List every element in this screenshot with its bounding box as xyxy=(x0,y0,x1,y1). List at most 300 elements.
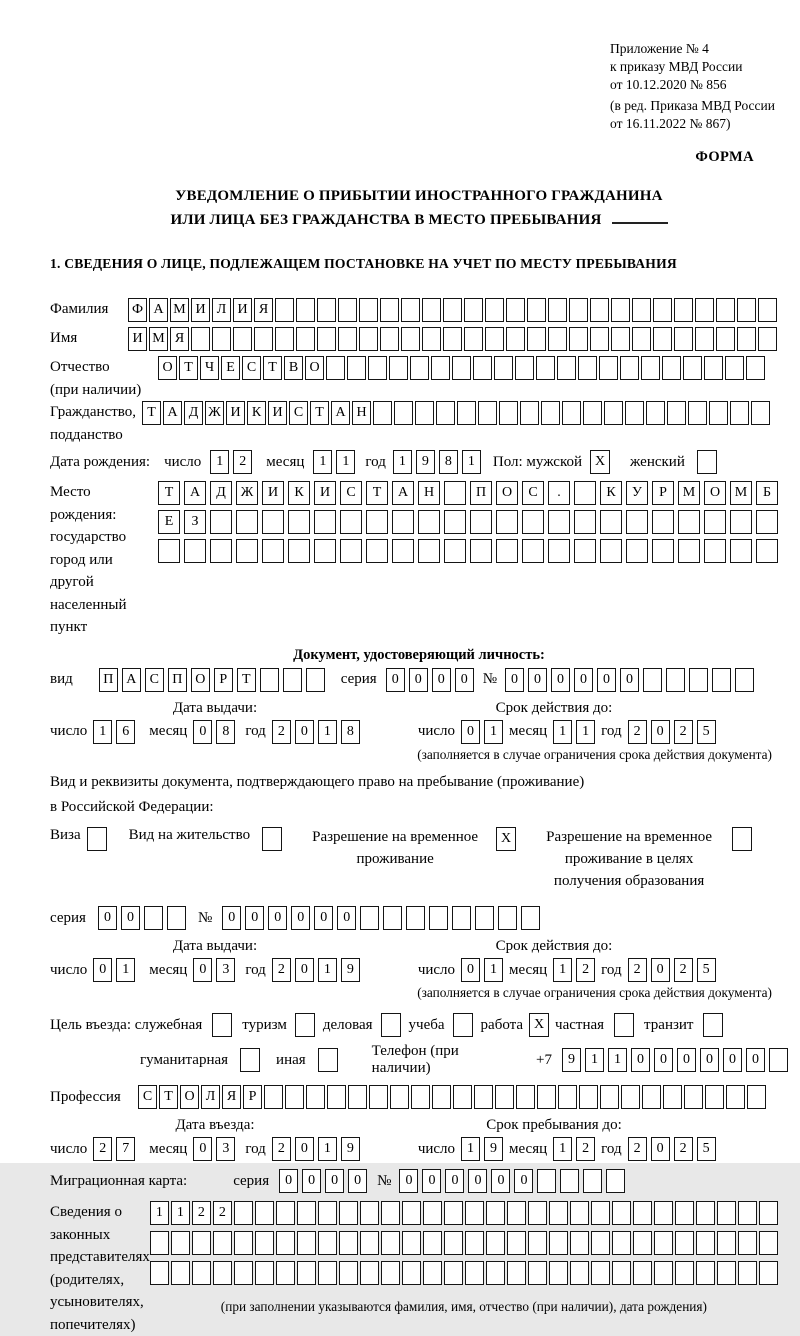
char-box[interactable] xyxy=(443,327,462,351)
char-box[interactable] xyxy=(662,356,681,380)
char-box[interactable]: Т xyxy=(142,401,161,425)
char-box[interactable] xyxy=(485,298,504,322)
char-box[interactable]: 0 xyxy=(295,1137,314,1161)
char-box[interactable] xyxy=(528,1201,547,1225)
char-box[interactable] xyxy=(368,356,387,380)
birthplace-boxes-row2[interactable] xyxy=(158,510,778,534)
char-box[interactable]: Ж xyxy=(205,401,224,425)
entry-month-boxes[interactable] xyxy=(193,1137,235,1161)
char-box[interactable]: 0 xyxy=(491,1169,510,1193)
char-box[interactable]: 9 xyxy=(416,450,435,474)
char-box[interactable] xyxy=(339,1231,358,1255)
char-box[interactable] xyxy=(348,1085,367,1109)
char-box[interactable] xyxy=(283,668,302,692)
char-box[interactable] xyxy=(327,1085,346,1109)
char-box[interactable] xyxy=(583,401,602,425)
char-box[interactable] xyxy=(654,1231,673,1255)
char-box[interactable] xyxy=(653,327,672,351)
iddoc-series-boxes[interactable] xyxy=(386,668,474,692)
char-box[interactable]: С xyxy=(289,401,308,425)
char-box[interactable] xyxy=(171,1261,190,1285)
char-box[interactable] xyxy=(590,327,609,351)
char-box[interactable] xyxy=(569,327,588,351)
char-box[interactable]: 8 xyxy=(216,720,235,744)
char-box[interactable] xyxy=(537,1085,556,1109)
char-box[interactable] xyxy=(611,298,630,322)
char-box[interactable] xyxy=(171,1231,190,1255)
char-box[interactable] xyxy=(192,1261,211,1285)
char-box[interactable] xyxy=(422,327,441,351)
char-box[interactable] xyxy=(653,298,672,322)
char-box[interactable] xyxy=(486,1201,505,1225)
char-box[interactable]: Р xyxy=(214,668,233,692)
char-box[interactable]: Д xyxy=(184,401,203,425)
char-box[interactable]: 1 xyxy=(553,1137,572,1161)
char-box[interactable] xyxy=(317,327,336,351)
phone-boxes[interactable] xyxy=(562,1048,788,1072)
patronymic-boxes[interactable] xyxy=(158,356,765,380)
char-box[interactable]: М xyxy=(678,481,700,505)
char-box[interactable]: 1 xyxy=(210,450,229,474)
char-box[interactable]: 0 xyxy=(279,1169,298,1193)
iddoc-valid-year-boxes[interactable] xyxy=(628,720,716,744)
char-box[interactable] xyxy=(432,1085,451,1109)
char-box[interactable] xyxy=(306,668,325,692)
char-box[interactable]: А xyxy=(184,481,206,505)
char-box[interactable] xyxy=(495,1085,514,1109)
char-box[interactable] xyxy=(716,298,735,322)
birth-day-boxes[interactable] xyxy=(210,450,252,474)
char-box[interactable] xyxy=(604,401,623,425)
char-box[interactable]: И xyxy=(262,481,284,505)
char-box[interactable] xyxy=(296,327,315,351)
char-box[interactable] xyxy=(751,401,770,425)
char-box[interactable] xyxy=(569,298,588,322)
permit-number-boxes[interactable] xyxy=(222,906,540,930)
char-box[interactable] xyxy=(213,1261,232,1285)
char-box[interactable] xyxy=(747,1085,766,1109)
char-box[interactable] xyxy=(423,1201,442,1225)
char-box[interactable] xyxy=(410,356,429,380)
char-box[interactable] xyxy=(695,327,714,351)
char-box[interactable] xyxy=(486,1231,505,1255)
char-box[interactable] xyxy=(288,539,310,563)
char-box[interactable] xyxy=(520,401,539,425)
char-box[interactable]: 0 xyxy=(295,958,314,982)
char-box[interactable]: М xyxy=(149,327,168,351)
char-box[interactable]: 0 xyxy=(268,906,287,930)
char-box[interactable]: 0 xyxy=(291,906,310,930)
char-box[interactable]: 0 xyxy=(295,720,314,744)
char-box[interactable] xyxy=(478,401,497,425)
char-box[interactable] xyxy=(689,668,708,692)
char-box[interactable] xyxy=(317,298,336,322)
char-box[interactable] xyxy=(735,668,754,692)
temp-residence-edu-checkbox[interactable] xyxy=(732,827,752,851)
char-box[interactable] xyxy=(537,1169,556,1193)
char-box[interactable] xyxy=(436,401,455,425)
char-box[interactable] xyxy=(506,298,525,322)
char-box[interactable] xyxy=(758,327,777,351)
representatives-boxes-row1[interactable] xyxy=(150,1201,778,1225)
char-box[interactable]: Я xyxy=(170,327,189,351)
char-box[interactable]: 3 xyxy=(216,1137,235,1161)
char-box[interactable]: 0 xyxy=(505,668,524,692)
char-box[interactable] xyxy=(600,1085,619,1109)
char-box[interactable] xyxy=(318,1261,337,1285)
char-box[interactable] xyxy=(522,539,544,563)
char-box[interactable]: 0 xyxy=(98,906,117,930)
char-box[interactable]: Е xyxy=(158,510,180,534)
char-box[interactable] xyxy=(340,510,362,534)
char-box[interactable]: 0 xyxy=(651,1137,670,1161)
char-box[interactable]: Я xyxy=(222,1085,241,1109)
char-box[interactable] xyxy=(536,356,555,380)
char-box[interactable]: Ч xyxy=(200,356,219,380)
char-box[interactable]: И xyxy=(268,401,287,425)
char-box[interactable] xyxy=(590,298,609,322)
char-box[interactable] xyxy=(444,481,466,505)
iddoc-number-boxes[interactable] xyxy=(505,668,754,692)
char-box[interactable] xyxy=(725,356,744,380)
char-box[interactable] xyxy=(507,1231,526,1255)
char-box[interactable] xyxy=(642,1085,661,1109)
char-box[interactable] xyxy=(296,298,315,322)
char-box[interactable]: О xyxy=(496,481,518,505)
char-box[interactable] xyxy=(191,327,210,351)
char-box[interactable]: 2 xyxy=(272,958,291,982)
char-box[interactable] xyxy=(737,327,756,351)
char-box[interactable]: 0 xyxy=(302,1169,321,1193)
char-box[interactable] xyxy=(288,510,310,534)
char-box[interactable]: 0 xyxy=(325,1169,344,1193)
char-box[interactable] xyxy=(746,356,765,380)
char-box[interactable] xyxy=(470,539,492,563)
char-box[interactable] xyxy=(527,298,546,322)
char-box[interactable]: 0 xyxy=(461,958,480,982)
char-box[interactable] xyxy=(234,1231,253,1255)
char-box[interactable] xyxy=(527,327,546,351)
char-box[interactable] xyxy=(254,327,273,351)
purpose-business-checkbox[interactable] xyxy=(381,1013,401,1037)
char-box[interactable] xyxy=(192,1231,211,1255)
permit-valid-year-boxes[interactable] xyxy=(628,958,716,982)
iddoc-type-boxes[interactable] xyxy=(99,668,325,692)
char-box[interactable] xyxy=(496,510,518,534)
char-box[interactable] xyxy=(678,510,700,534)
char-box[interactable] xyxy=(210,510,232,534)
char-box[interactable] xyxy=(675,1261,694,1285)
char-box[interactable] xyxy=(759,1201,778,1225)
char-box[interactable] xyxy=(444,1201,463,1225)
entry-day-boxes[interactable] xyxy=(93,1137,135,1161)
char-box[interactable] xyxy=(579,1085,598,1109)
char-box[interactable]: 1 xyxy=(116,958,135,982)
char-box[interactable]: 0 xyxy=(528,668,547,692)
char-box[interactable]: 2 xyxy=(674,1137,693,1161)
char-box[interactable] xyxy=(262,539,284,563)
char-box[interactable] xyxy=(486,1261,505,1285)
char-box[interactable]: 0 xyxy=(723,1048,742,1072)
char-box[interactable]: 2 xyxy=(576,1137,595,1161)
purpose-transit-checkbox[interactable] xyxy=(703,1013,723,1037)
char-box[interactable]: 2 xyxy=(272,720,291,744)
permit-valid-day-boxes[interactable] xyxy=(461,958,503,982)
char-box[interactable] xyxy=(599,356,618,380)
char-box[interactable]: 2 xyxy=(576,958,595,982)
char-box[interactable] xyxy=(606,1169,625,1193)
char-box[interactable] xyxy=(674,298,693,322)
char-box[interactable]: И xyxy=(128,327,147,351)
char-box[interactable]: 5 xyxy=(697,958,716,982)
purpose-work-checkbox[interactable]: X xyxy=(529,1013,549,1037)
char-box[interactable]: 0 xyxy=(409,668,428,692)
char-box[interactable] xyxy=(236,539,258,563)
stay-day-boxes[interactable] xyxy=(461,1137,503,1161)
char-box[interactable] xyxy=(570,1261,589,1285)
char-box[interactable]: 0 xyxy=(121,906,140,930)
char-box[interactable] xyxy=(654,1261,673,1285)
char-box[interactable] xyxy=(557,356,576,380)
char-box[interactable] xyxy=(626,539,648,563)
char-box[interactable]: 9 xyxy=(341,958,360,982)
char-box[interactable] xyxy=(675,1201,694,1225)
char-box[interactable]: 0 xyxy=(432,668,451,692)
char-box[interactable] xyxy=(457,401,476,425)
char-box[interactable] xyxy=(756,539,778,563)
char-box[interactable] xyxy=(516,1085,535,1109)
char-box[interactable] xyxy=(473,356,492,380)
char-box[interactable] xyxy=(612,1231,631,1255)
char-box[interactable]: 1 xyxy=(484,720,503,744)
char-box[interactable] xyxy=(306,1085,325,1109)
char-box[interactable] xyxy=(452,356,471,380)
char-box[interactable] xyxy=(522,510,544,534)
char-box[interactable] xyxy=(464,298,483,322)
char-box[interactable] xyxy=(548,298,567,322)
char-box[interactable]: 0 xyxy=(597,668,616,692)
char-box[interactable]: Я xyxy=(254,298,273,322)
char-box[interactable]: 9 xyxy=(562,1048,581,1072)
char-box[interactable]: 1 xyxy=(93,720,112,744)
char-box[interactable] xyxy=(373,401,392,425)
char-box[interactable] xyxy=(423,1231,442,1255)
char-box[interactable] xyxy=(558,1085,577,1109)
char-box[interactable] xyxy=(359,327,378,351)
char-box[interactable] xyxy=(759,1261,778,1285)
char-box[interactable] xyxy=(475,906,494,930)
char-box[interactable] xyxy=(429,906,448,930)
char-box[interactable]: 1 xyxy=(393,450,412,474)
profession-boxes[interactable] xyxy=(138,1085,766,1109)
char-box[interactable]: 1 xyxy=(484,958,503,982)
char-box[interactable] xyxy=(297,1261,316,1285)
char-box[interactable]: Т xyxy=(179,356,198,380)
char-box[interactable] xyxy=(717,1231,736,1255)
char-box[interactable] xyxy=(738,1231,757,1255)
char-box[interactable]: 0 xyxy=(551,668,570,692)
char-box[interactable] xyxy=(184,539,206,563)
char-box[interactable] xyxy=(591,1231,610,1255)
char-box[interactable] xyxy=(338,298,357,322)
birthplace-boxes-row3[interactable] xyxy=(158,539,778,563)
char-box[interactable] xyxy=(314,539,336,563)
char-box[interactable] xyxy=(392,539,414,563)
char-box[interactable] xyxy=(684,1085,703,1109)
permit-issue-month-boxes[interactable] xyxy=(193,958,235,982)
char-box[interactable]: 1 xyxy=(608,1048,627,1072)
char-box[interactable]: 9 xyxy=(484,1137,503,1161)
char-box[interactable]: 0 xyxy=(651,720,670,744)
char-box[interactable] xyxy=(498,906,517,930)
char-box[interactable] xyxy=(150,1261,169,1285)
char-box[interactable] xyxy=(402,1201,421,1225)
char-box[interactable] xyxy=(612,1261,631,1285)
char-box[interactable] xyxy=(431,356,450,380)
char-box[interactable]: Л xyxy=(212,298,231,322)
char-box[interactable] xyxy=(541,401,560,425)
char-box[interactable]: 0 xyxy=(193,1137,212,1161)
char-box[interactable] xyxy=(339,1261,358,1285)
char-box[interactable]: П xyxy=(470,481,492,505)
char-box[interactable]: 2 xyxy=(628,720,647,744)
char-box[interactable] xyxy=(688,401,707,425)
char-box[interactable]: 0 xyxy=(631,1048,650,1072)
char-box[interactable]: 0 xyxy=(314,906,333,930)
char-box[interactable] xyxy=(158,539,180,563)
char-box[interactable]: З xyxy=(184,510,206,534)
char-box[interactable]: 0 xyxy=(700,1048,719,1072)
char-box[interactable]: С xyxy=(138,1085,157,1109)
purpose-official-checkbox[interactable] xyxy=(212,1013,232,1037)
char-box[interactable] xyxy=(411,1085,430,1109)
char-box[interactable] xyxy=(574,539,596,563)
char-box[interactable] xyxy=(521,906,540,930)
representatives-boxes-row2[interactable] xyxy=(150,1231,778,1255)
char-box[interactable] xyxy=(683,356,702,380)
char-box[interactable] xyxy=(696,1231,715,1255)
char-box[interactable]: 0 xyxy=(677,1048,696,1072)
char-box[interactable]: Б xyxy=(756,481,778,505)
char-box[interactable] xyxy=(144,906,163,930)
char-box[interactable]: 1 xyxy=(318,958,337,982)
char-box[interactable] xyxy=(233,327,252,351)
char-box[interactable] xyxy=(276,1201,295,1225)
char-box[interactable]: О xyxy=(191,668,210,692)
char-box[interactable]: 6 xyxy=(116,720,135,744)
iddoc-issue-day-boxes[interactable] xyxy=(93,720,135,744)
char-box[interactable] xyxy=(339,1201,358,1225)
char-box[interactable] xyxy=(625,401,644,425)
char-box[interactable]: 0 xyxy=(386,668,405,692)
char-box[interactable]: Е xyxy=(221,356,240,380)
char-box[interactable] xyxy=(759,1231,778,1255)
char-box[interactable] xyxy=(255,1201,274,1225)
char-box[interactable]: Ф xyxy=(128,298,147,322)
char-box[interactable]: О xyxy=(180,1085,199,1109)
char-box[interactable] xyxy=(716,327,735,351)
char-box[interactable] xyxy=(444,1231,463,1255)
char-box[interactable] xyxy=(406,906,425,930)
char-box[interactable]: 0 xyxy=(337,906,356,930)
char-box[interactable] xyxy=(591,1201,610,1225)
char-box[interactable] xyxy=(548,510,570,534)
char-box[interactable]: М xyxy=(730,481,752,505)
char-box[interactable]: Р xyxy=(243,1085,262,1109)
char-box[interactable] xyxy=(465,1261,484,1285)
char-box[interactable]: 0 xyxy=(455,668,474,692)
char-box[interactable] xyxy=(560,1169,579,1193)
char-box[interactable] xyxy=(633,1231,652,1255)
char-box[interactable] xyxy=(366,510,388,534)
char-box[interactable]: 1 xyxy=(462,450,481,474)
char-box[interactable]: И xyxy=(191,298,210,322)
char-box[interactable]: Т xyxy=(366,481,388,505)
char-box[interactable]: 1 xyxy=(171,1201,190,1225)
char-box[interactable]: О xyxy=(704,481,726,505)
birth-month-boxes[interactable] xyxy=(313,450,355,474)
char-box[interactable] xyxy=(360,906,379,930)
char-box[interactable]: 5 xyxy=(697,720,716,744)
char-box[interactable] xyxy=(769,1048,788,1072)
permit-issue-day-boxes[interactable] xyxy=(93,958,135,982)
char-box[interactable] xyxy=(548,539,570,563)
char-box[interactable] xyxy=(528,1231,547,1255)
stay-year-boxes[interactable] xyxy=(628,1137,716,1161)
char-box[interactable]: 1 xyxy=(553,720,572,744)
char-box[interactable] xyxy=(213,1231,232,1255)
char-box[interactable] xyxy=(236,510,258,534)
char-box[interactable] xyxy=(709,401,728,425)
char-box[interactable]: 1 xyxy=(585,1048,604,1072)
char-box[interactable] xyxy=(359,298,378,322)
char-box[interactable] xyxy=(360,1201,379,1225)
char-box[interactable]: 2 xyxy=(628,1137,647,1161)
char-box[interactable] xyxy=(234,1261,253,1285)
char-box[interactable] xyxy=(612,1201,631,1225)
char-box[interactable]: 7 xyxy=(116,1137,135,1161)
char-box[interactable] xyxy=(402,1231,421,1255)
char-box[interactable]: 1 xyxy=(318,1137,337,1161)
char-box[interactable] xyxy=(275,298,294,322)
char-box[interactable] xyxy=(383,906,402,930)
givenname-boxes[interactable] xyxy=(128,327,777,351)
char-box[interactable] xyxy=(730,539,752,563)
char-box[interactable] xyxy=(717,1261,736,1285)
char-box[interactable] xyxy=(499,401,518,425)
char-box[interactable] xyxy=(326,356,345,380)
iddoc-valid-month-boxes[interactable] xyxy=(553,720,595,744)
char-box[interactable]: 2 xyxy=(628,958,647,982)
char-box[interactable] xyxy=(515,356,534,380)
char-box[interactable]: 1 xyxy=(313,450,332,474)
char-box[interactable] xyxy=(705,1085,724,1109)
char-box[interactable]: 0 xyxy=(445,1169,464,1193)
char-box[interactable]: С xyxy=(242,356,261,380)
char-box[interactable] xyxy=(578,356,597,380)
char-box[interactable]: 2 xyxy=(93,1137,112,1161)
char-box[interactable] xyxy=(264,1085,283,1109)
char-box[interactable]: 2 xyxy=(233,450,252,474)
char-box[interactable] xyxy=(737,298,756,322)
char-box[interactable] xyxy=(444,1261,463,1285)
char-box[interactable] xyxy=(443,298,462,322)
char-box[interactable] xyxy=(643,668,662,692)
char-box[interactable]: 0 xyxy=(654,1048,673,1072)
char-box[interactable] xyxy=(730,401,749,425)
char-box[interactable] xyxy=(389,356,408,380)
char-box[interactable]: 2 xyxy=(674,958,693,982)
